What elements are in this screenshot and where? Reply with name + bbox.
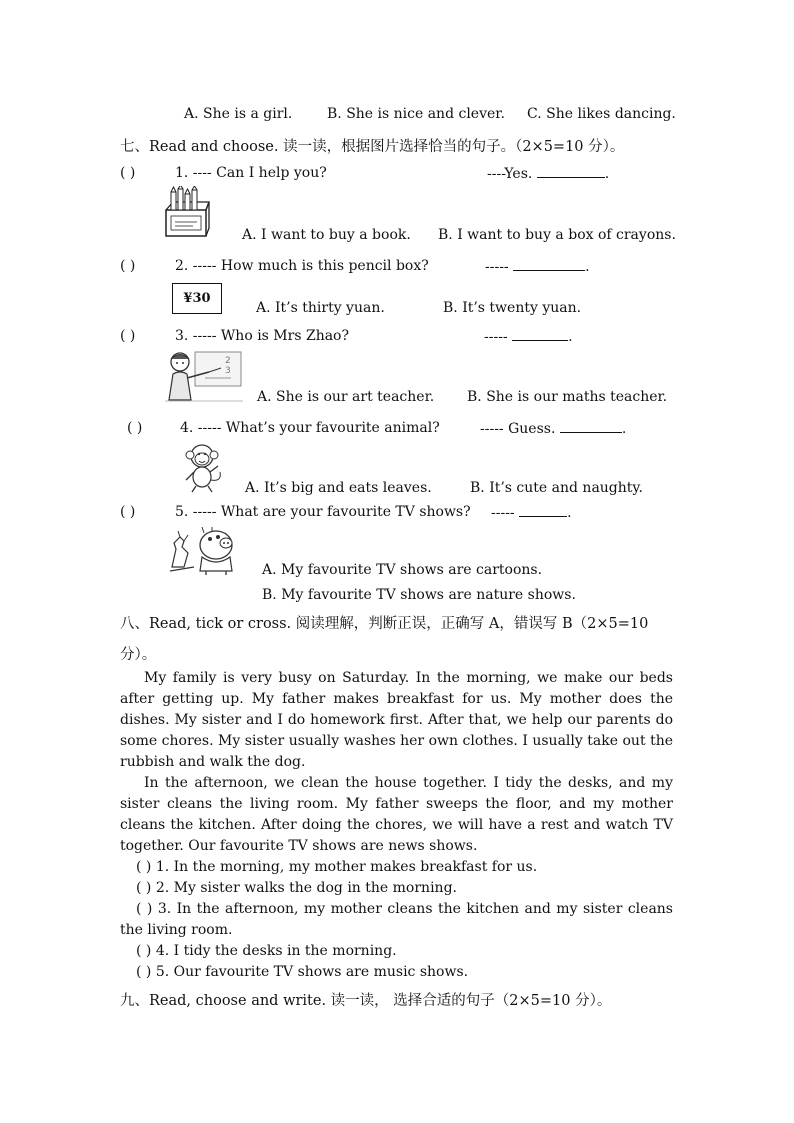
passage-paragraph-1: My family is very busy on Saturday. In the morning, we make our beds after getting up. My father makes breakfast for us. My mother does the dishes. My sister and I do homework first. After that, we help our parents do some chores. My sister usually washes her own clothes. I usually take out the rubbish and walk the dog. bbox=[120, 670, 673, 770]
crayon-box-icon bbox=[163, 186, 211, 240]
q3-question: 3. ----- Who is Mrs Zhao? bbox=[175, 328, 349, 344]
q1-option-b: B. I want to buy a box of crayons. bbox=[438, 227, 676, 243]
q2-reply: ----- . bbox=[485, 259, 590, 275]
svg-text:3: 3 bbox=[225, 366, 231, 376]
option-b: B. She is nice and clever. bbox=[327, 106, 505, 122]
option-c: C. She likes dancing. bbox=[527, 106, 676, 122]
q3-blank[interactable] bbox=[512, 328, 568, 341]
svg-text:2: 2 bbox=[225, 356, 231, 366]
q2-question: 2. ----- How much is this pencil box? bbox=[175, 258, 429, 274]
q1-reply: ----Yes. . bbox=[487, 166, 610, 182]
q4-answer-paren: ( ) bbox=[127, 420, 143, 436]
q4-question: 4. ----- What’s your favourite animal? bbox=[180, 420, 440, 436]
statement-1: ( ) 1. In the morning, my mother makes breakfast for us. bbox=[136, 859, 538, 875]
q3-option-a: A. She is our art teacher. bbox=[257, 389, 435, 405]
q3-answer-paren: ( ) bbox=[120, 328, 136, 344]
teacher-icon bbox=[165, 350, 243, 402]
statement-5: ( ) 5. Our favourite TV shows are music shows. bbox=[136, 964, 469, 980]
q5-question: 5. ----- What are your favourite TV shows? bbox=[175, 504, 471, 520]
q2-option-a: A. It’s thirty yuan. bbox=[256, 300, 385, 316]
q4-blank[interactable] bbox=[560, 420, 622, 433]
q2-reply-text: ----- bbox=[485, 259, 509, 275]
q2-answer-paren: ( ) bbox=[120, 258, 136, 274]
statement-4: ( ) 4. I tidy the desks in the morning. bbox=[136, 943, 397, 959]
q3-reply: ----- . bbox=[484, 329, 573, 345]
q5-option-a: A. My favourite TV shows are cartoons. bbox=[262, 562, 543, 578]
reading-passage bbox=[120, 668, 673, 983]
q5-option-b: B. My favourite TV shows are nature shows. bbox=[262, 587, 576, 603]
section8-heading: 八、Read, tick or cross. 阅读理解，判断正误，正确写 A，错误写 B（2×5=10 bbox=[120, 616, 649, 632]
q5-answer-paren: ( ) bbox=[120, 504, 136, 520]
q2-option-b: B. It’s twenty yuan. bbox=[443, 300, 582, 316]
monkey-icon bbox=[182, 442, 224, 494]
q1-blank[interactable] bbox=[537, 165, 605, 178]
statement-2: ( ) 2. My sister walks the dog in the morning. bbox=[136, 880, 457, 896]
q3-reply-text: ----- bbox=[484, 329, 508, 345]
option-a: A. She is a girl. bbox=[184, 106, 293, 122]
q1-answer-paren: ( ) bbox=[120, 165, 136, 181]
q4-option-a: A. It’s big and eats leaves. bbox=[245, 480, 432, 496]
q3-option-b: B. She is our maths teacher. bbox=[467, 389, 668, 405]
q4-reply: ----- Guess. . bbox=[480, 421, 627, 437]
statement-3: ( ) 3. In the afternoon, my mother cleans the kitchen and my sister cleans the living room. bbox=[120, 901, 673, 938]
q5-blank[interactable] bbox=[519, 504, 567, 517]
q5-reply: ----- . bbox=[491, 505, 572, 521]
q4-option-b: B. It’s cute and naughty. bbox=[470, 480, 643, 496]
section8-heading-cont: 分）。 bbox=[120, 647, 157, 663]
q1-option-a: A. I want to buy a book. bbox=[242, 227, 411, 243]
section9-heading: 九、Read, choose and write. 读一读， 选择合适的句子（2×5=10 分）。 bbox=[120, 993, 612, 1009]
passage-paragraph-2: In the afternoon, we clean the house together. I tidy the desks, and my sister cleans the living room. My father sweeps the floor, and my mother cleans the kitchen. After doing the chores, we will have a rest and watch TV together. Our favourite TV shows are news shows. bbox=[120, 775, 673, 854]
cartoon-icon bbox=[166, 527, 240, 577]
q1-reply-text: ----Yes. bbox=[487, 166, 533, 182]
price-tag: ¥30 bbox=[172, 283, 222, 314]
section7-heading: 七、Read and choose. 读一读，根据图片选择恰当的句子。（2×5=10 分）。 bbox=[120, 139, 625, 155]
q2-blank[interactable] bbox=[513, 258, 585, 271]
q1-question: 1. ---- Can I help you? bbox=[175, 165, 327, 181]
q5-reply-text: ----- bbox=[491, 505, 515, 521]
q4-reply-text: ----- Guess. bbox=[480, 421, 556, 437]
